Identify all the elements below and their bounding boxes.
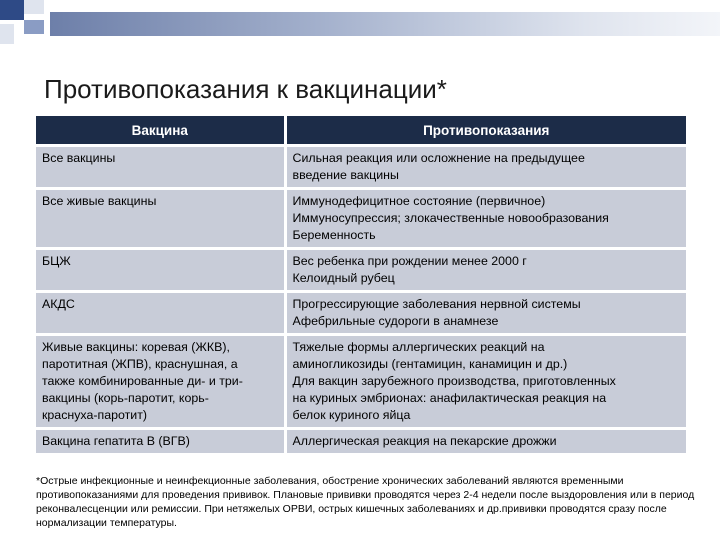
cell-text-line: введение вакцины (292, 168, 399, 182)
cell-text-line: Афебрильные судороги в анамнезе (292, 314, 499, 328)
cell-contraindications (285, 292, 686, 335)
cell-text-line: Все живые вакцины (42, 194, 157, 208)
column-header-contraindications: Противопоказания (285, 116, 686, 146)
cell-contraindications (285, 335, 686, 429)
cell-vaccine (36, 292, 285, 335)
cell-contraindications (285, 429, 686, 454)
cell-text-line: АКДС (42, 297, 75, 311)
cell-contraindications (285, 146, 686, 189)
table-body (36, 146, 686, 454)
cell-text-line: Тяжелые формы аллергических реакций на (292, 340, 545, 354)
cell-text-line: Вес ребенка при рождении менее 2000 г (292, 254, 527, 268)
contraindications-table (36, 116, 686, 453)
cell-text-line: также комбинированные ди- и три- (42, 374, 243, 388)
cell-vaccine (36, 146, 285, 189)
cell-text-line: Живые вакцины: коревая (ЖКВ), (42, 340, 230, 354)
cell-contraindications (285, 249, 686, 292)
cell-text-line: БЦЖ (42, 254, 71, 268)
cell-text-line: белок куриного яйца (292, 408, 411, 422)
cell-text-line: Беременность (292, 228, 376, 242)
cell-text-line: Прогрессирующие заболевания нервной системы (292, 297, 581, 311)
table-row (36, 335, 686, 429)
cell-text-line: Сильная реакция или осложнение на предыдущее (292, 151, 585, 165)
cell-text-line: Все вакцины (42, 151, 116, 165)
table-row (36, 429, 686, 454)
table-row (36, 146, 686, 189)
cell-vaccine (36, 249, 285, 292)
deco-square (0, 0, 24, 20)
cell-text-line: Келоидный рубец (292, 271, 395, 285)
cell-text-line: аминогликозиды (гентамицин, канамицин и др.) (292, 357, 568, 371)
table-row (36, 249, 686, 292)
header-gradient-bar (50, 12, 720, 36)
table-header-row (36, 116, 686, 146)
table-row (36, 292, 686, 335)
cell-vaccine (36, 335, 285, 429)
page-title: Противопоказания к вакцинации* (44, 74, 447, 104)
cell-contraindications (285, 189, 686, 249)
deco-square (24, 20, 44, 34)
cell-vaccine (36, 189, 285, 249)
contraindications-table-wrap (36, 116, 686, 453)
cell-text-line: на куриных эмбрионах: анафилактическая реакция на (292, 391, 607, 405)
cell-text-line: паротитная (ЖПВ), краснушная, а (42, 357, 238, 371)
cell-text-line: Иммуносупрессия; злокачественные новообразования (292, 211, 609, 225)
cell-text-line: вакцины (корь-паротит, корь- (42, 391, 209, 405)
column-header-vaccine: Вакцина (36, 116, 285, 146)
cell-text-line: Иммунодефицитное состояние (первичное) (292, 194, 546, 208)
cell-text-line: Вакцина гепатита В (ВГВ) (42, 434, 190, 448)
deco-square (24, 0, 44, 14)
table-row (36, 189, 686, 249)
cell-vaccine (36, 429, 285, 454)
deco-square (0, 24, 14, 44)
cell-text-line: Аллергическая реакция на пекарские дрожжи (292, 434, 557, 448)
cell-text-line: краснуха-паротит) (42, 408, 148, 422)
footnote: *Острые инфекционные и неинфекционные заболевания, обострение хронических заболеваний являются временными противопоказаниями для проведения прививок. Плановые прививки проводятся через 2-4 недели после выздоровления или в период реконвалесценции или ремиссии. При нетяжелых ОРВИ, острых кишечных заболеваниях и др.прививки проводятся сразу после нормализации температуры. (36, 475, 695, 529)
cell-text-line: Для вакцин зарубежного производства, приготовленных (292, 374, 616, 388)
